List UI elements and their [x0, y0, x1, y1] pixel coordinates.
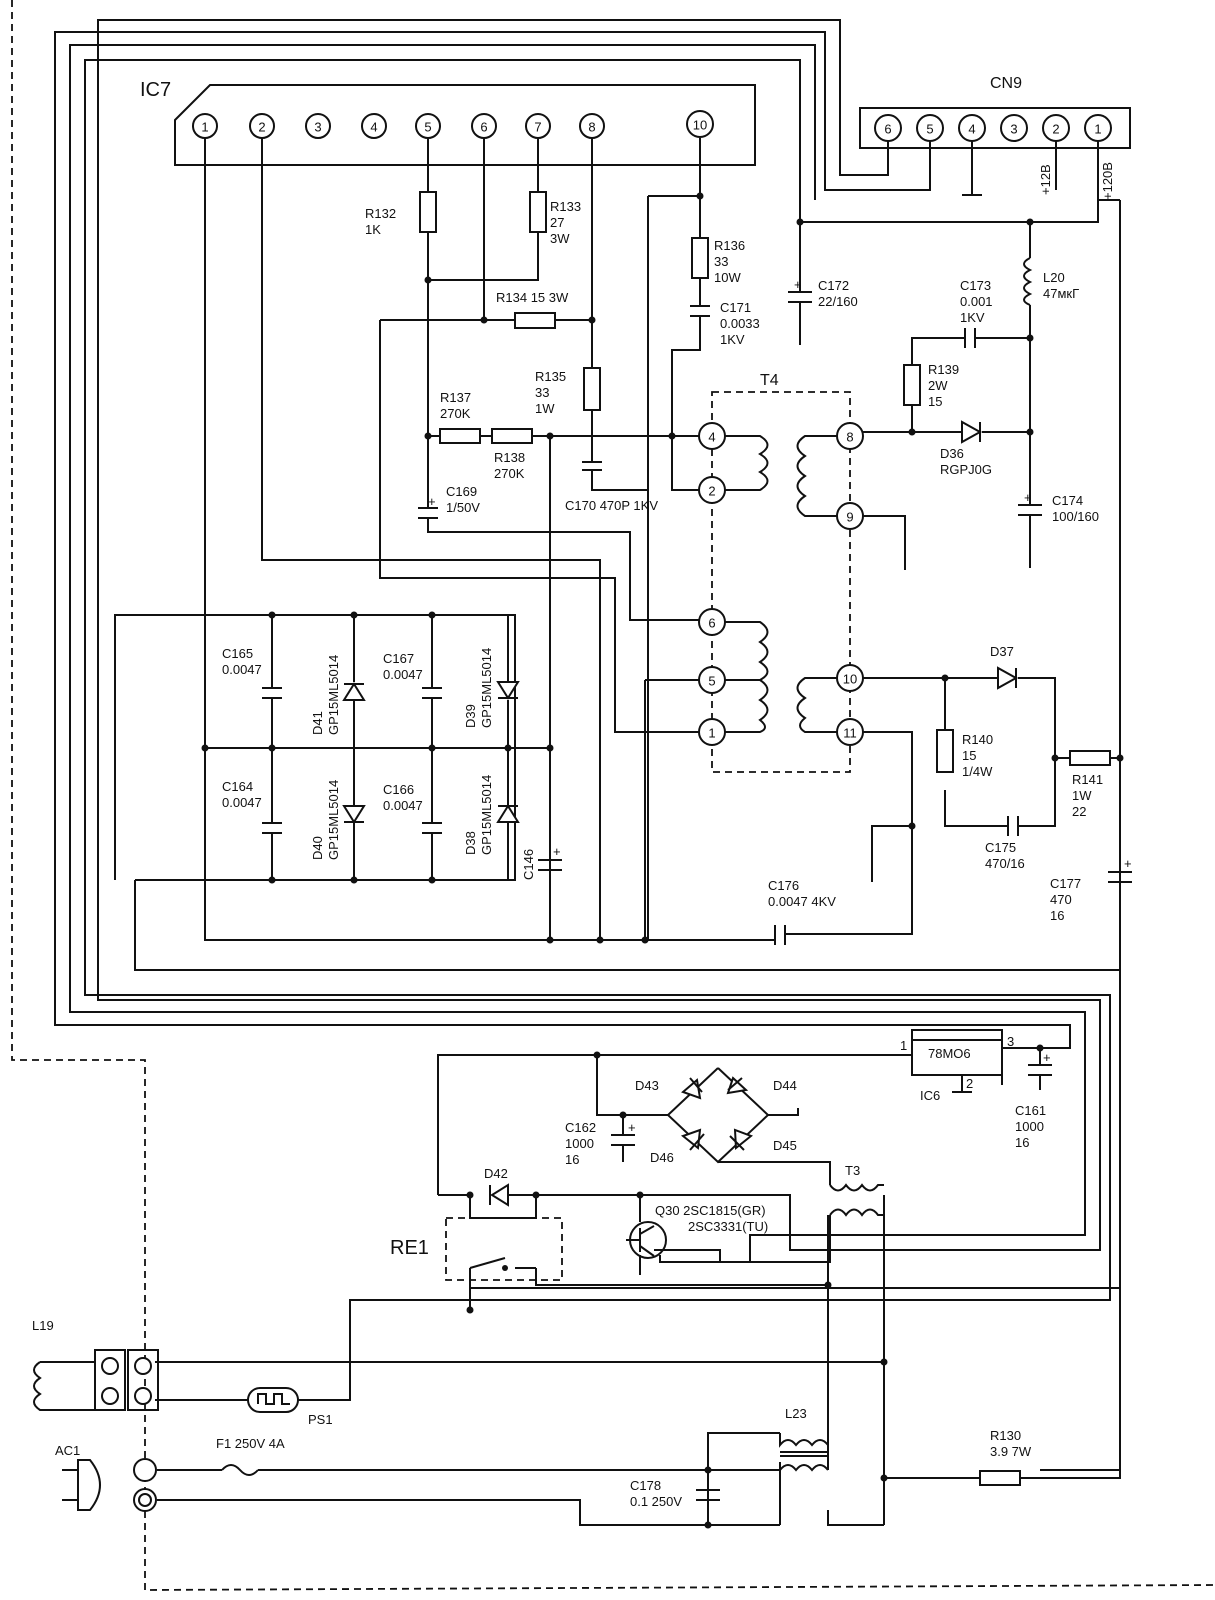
r140-label: R140: [962, 732, 994, 747]
bridge-diodes: [635, 1078, 797, 1165]
ic7-pin-2: 2: [258, 119, 266, 135]
ic7-pin-7: 7: [534, 119, 542, 135]
r141-power: 1W: [1072, 788, 1092, 803]
r132-value: 1K: [365, 222, 381, 237]
cn9-connector: [860, 75, 1130, 200]
svg-text:+: +: [553, 844, 561, 859]
cn9-pin-5: 5: [926, 121, 934, 137]
l23: [780, 1406, 828, 1525]
r133-value: 27: [550, 215, 565, 230]
svg-text:+: +: [1024, 490, 1032, 505]
c161-label: C161: [1015, 1103, 1047, 1118]
t4-pin-9: 9: [846, 509, 854, 525]
c175-label: C175: [985, 840, 1017, 855]
c172: [788, 277, 858, 309]
cn9-pin-1: 1: [1094, 121, 1102, 137]
ac1-plug: [55, 1443, 156, 1511]
d36-part: RGPJ0G: [940, 462, 993, 477]
ps1-label: PS1: [308, 1412, 333, 1427]
r141-value: 22: [1072, 804, 1087, 819]
d45-label: D45: [773, 1138, 797, 1153]
c176-value: 0.0047 4KV: [768, 894, 836, 909]
c165-value: 0.0047: [222, 662, 262, 677]
r133-power: 3W: [550, 231, 570, 246]
t4-pin-1: 1: [708, 725, 716, 741]
svg-text:+: +: [428, 494, 436, 509]
c171-label: C171: [720, 300, 752, 315]
c178-label: C178: [630, 1478, 662, 1493]
c178-value: 0.1 250V: [630, 1494, 683, 1509]
c178: [630, 1478, 720, 1509]
cn9-pin-4: 4: [968, 121, 976, 137]
c171-value: 0.0033: [720, 316, 760, 331]
l20-label: L20: [1043, 270, 1065, 285]
c174-label: C174: [1052, 493, 1084, 508]
d39-label: D39: [463, 704, 478, 728]
d40-label: D40: [310, 836, 325, 860]
t4-pin-5: 5: [708, 673, 716, 689]
r139-value: 15: [928, 394, 943, 409]
r140-power: 1/4W: [962, 764, 993, 779]
d41-part: GP15ML5014: [326, 654, 341, 735]
cn9-label: CN9: [990, 75, 1023, 92]
d42-label: D42: [484, 1166, 508, 1181]
q30-label: Q30 2SC1815(GR): [655, 1203, 766, 1218]
ic7-pin-5: 5: [424, 119, 432, 135]
c177-value: 470: [1050, 892, 1072, 907]
cn9-pin-3: 3: [1010, 121, 1018, 137]
ic6-part: 78MO6: [928, 1046, 971, 1061]
l19-label: L19: [32, 1318, 54, 1333]
d44-label: D44: [773, 1078, 797, 1093]
d36-label: D36: [940, 446, 964, 461]
ic7-pin-8: 8: [588, 119, 596, 135]
ic6-pin3: 3: [1007, 1034, 1015, 1049]
c170-label: C170 470P 1KV: [565, 498, 658, 513]
cn9-12v-label: +12B: [1038, 164, 1053, 195]
d38-part: GP15ML5014: [479, 774, 494, 855]
c165-label: C165: [222, 646, 254, 661]
c173-label: C173: [960, 278, 992, 293]
cn9-pin-6: 6: [884, 121, 892, 137]
c172-label: C172: [818, 278, 850, 293]
standby-wires: [438, 1040, 1040, 1525]
re1-label: RE1: [390, 1237, 429, 1259]
c169-value: 1/50V: [446, 500, 480, 515]
svg-text:+: +: [1043, 1050, 1051, 1065]
r138-label: R138: [494, 450, 526, 465]
r130: [980, 1428, 1032, 1485]
c162-label: C162: [565, 1120, 597, 1135]
r140: [937, 730, 993, 779]
c171-voltage: 1KV: [720, 332, 745, 347]
c146-label: C146: [521, 848, 536, 880]
d36: [940, 422, 992, 477]
c161-value: 1000: [1015, 1119, 1044, 1134]
ic7-label: IC7: [140, 79, 172, 101]
ic6-pin2: 2: [966, 1076, 974, 1091]
d39-part: GP15ML5014: [479, 647, 494, 728]
r138: [492, 429, 532, 481]
c166-label: C166: [383, 782, 415, 797]
c166-value: 0.0047: [383, 798, 423, 813]
r139-power: 2W: [928, 378, 948, 393]
r137-label: R137: [440, 390, 472, 405]
r141: [1070, 751, 1110, 819]
ic7-pin-1: 1: [201, 119, 209, 135]
ic7-pin-4: 4: [370, 119, 378, 135]
d43-label: D43: [635, 1078, 659, 1093]
r136-value: 33: [714, 254, 729, 269]
r136-power: 10W: [714, 270, 741, 285]
r132: [365, 192, 436, 237]
svg-text:+: +: [628, 1120, 636, 1135]
bus-wires: [55, 20, 1120, 1470]
d41-label: D41: [310, 711, 325, 735]
c164-label: C164: [222, 779, 254, 794]
c170: [565, 462, 658, 513]
c175-value: 470/16: [985, 856, 1025, 871]
c169-label: C169: [446, 484, 478, 499]
r136: [692, 238, 745, 285]
c173-voltage: 1KV: [960, 310, 985, 325]
c175: [985, 816, 1025, 871]
r141-label: R141: [1072, 772, 1104, 787]
r130-label: R130: [990, 1428, 1022, 1443]
t4-pin-8: 8: [846, 429, 854, 445]
d37-label: D37: [990, 644, 1014, 659]
cn9-120v-label: +120B: [1100, 162, 1115, 200]
l20-value: 47мкГ: [1043, 286, 1080, 301]
ic7-pin-3: 3: [314, 119, 322, 135]
diode-bridge-labels: [222, 646, 536, 880]
svg-text:+: +: [794, 277, 802, 292]
c164-value: 0.0047: [222, 795, 262, 810]
ic6-label: IC6: [920, 1088, 941, 1103]
svg-text:+: +: [1124, 856, 1132, 871]
t4-transformer: [699, 372, 863, 772]
r135-value: 33: [535, 385, 550, 400]
r132-label: R132: [365, 206, 397, 221]
r140-value: 15: [962, 748, 977, 763]
ic7-pin-6: 6: [480, 119, 488, 135]
t4-label: T4: [760, 372, 779, 389]
board-boundary: [12, 0, 1215, 1590]
t4-pin-2: 2: [708, 483, 716, 499]
r138-value: 270K: [494, 466, 525, 481]
d42: [484, 1166, 508, 1205]
c161-voltage: 16: [1015, 1135, 1030, 1150]
c174-value: 100/160: [1052, 509, 1099, 524]
r135-power: 1W: [535, 401, 555, 416]
c176-label: C176: [768, 878, 800, 893]
c172-value: 22/160: [818, 294, 858, 309]
d38-label: D38: [463, 831, 478, 855]
r139-label: R139: [928, 362, 960, 377]
q30-alt-part: 2SC3331(TU): [688, 1219, 769, 1234]
r130-value: 3.9 7W: [990, 1444, 1032, 1459]
t4-pin-4: 4: [708, 429, 716, 445]
l20: [1024, 258, 1079, 305]
c177-label: C177: [1050, 876, 1082, 891]
ic7-pin-10: 10: [692, 117, 708, 133]
r137: [440, 390, 480, 443]
l23-label: L23: [785, 1406, 807, 1421]
ic7-body: [140, 79, 755, 165]
d37: [990, 644, 1016, 688]
t3-transformer: [830, 1163, 884, 1215]
c177-voltage: 16: [1050, 908, 1065, 923]
t4-pin-6: 6: [708, 615, 716, 631]
cn9-pin-2: 2: [1052, 121, 1060, 137]
t4-pin-10: 10: [842, 671, 858, 687]
r133-label: R133: [550, 199, 582, 214]
lower-junction-dots: [467, 1045, 1047, 1529]
c173-value: 0.001: [960, 294, 993, 309]
d40-part: GP15ML5014: [326, 779, 341, 860]
r139: [904, 362, 959, 409]
r134-label: R134 15 3W: [496, 290, 569, 305]
t3-label: T3: [845, 1163, 861, 1178]
ac1-label: AC1: [55, 1443, 81, 1458]
c162-value: 1000: [565, 1136, 594, 1151]
ps1-thermistor: [248, 1388, 333, 1427]
r136-label: R136: [714, 238, 746, 253]
r137-value: 270K: [440, 406, 471, 421]
f1-label: F1 250V 4A: [216, 1436, 285, 1451]
ic7-pins: [193, 111, 713, 138]
c167-label: C167: [383, 651, 415, 666]
ic6-pin1: 1: [900, 1038, 908, 1053]
c161: [1015, 1050, 1052, 1150]
c162: [565, 1120, 636, 1167]
r134: [496, 290, 569, 328]
r135: [535, 368, 600, 416]
c162-voltage: 16: [565, 1152, 580, 1167]
l19: [32, 1318, 158, 1410]
c167-value: 0.0047: [383, 667, 423, 682]
d46-label: D46: [650, 1150, 674, 1165]
r135-label: R135: [535, 369, 567, 384]
t4-pin-11: 11: [843, 725, 857, 741]
